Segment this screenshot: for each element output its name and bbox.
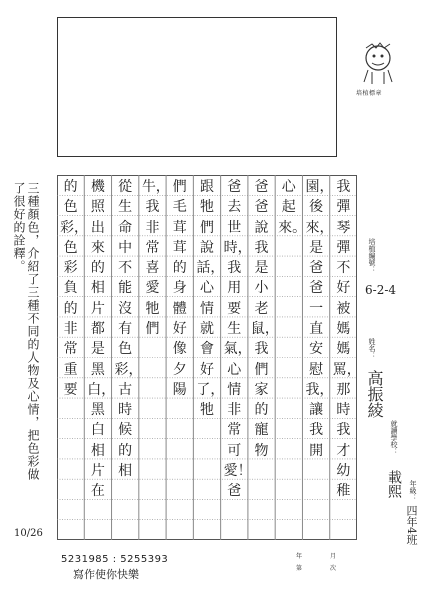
- grade-value: 四年4班: [405, 505, 418, 545]
- essay-column: 心起來。: [278, 179, 307, 236]
- teacher-comment: 三種顏色，介紹了三種不同的人物及心情，把色彩做了很好的詮釋。: [12, 182, 40, 481]
- essay-column: 跟牠們說話，心情就會好了，牠: [196, 179, 225, 419]
- footer-phone-numbers: 5231985 : 5255393: [61, 554, 169, 565]
- essay-column: 爸去世時，我用要生氣，心情非常可愛！爸: [223, 179, 252, 500]
- essay-column: 我彈琴彈不好被媽媽罵，那時我才幼稚: [332, 179, 361, 500]
- score-mark: 10/26: [14, 528, 43, 539]
- essay-column: 機照出來的相片都是黑白，黑白相片在: [87, 179, 116, 500]
- essay-column: 牛，我非常喜愛牠們: [141, 179, 170, 337]
- grade-label: 年級：: [409, 480, 417, 501]
- mascot-stamp-icon: [358, 40, 398, 86]
- unit-label: 培植編號：: [368, 238, 376, 273]
- student-name: 高振綾: [365, 370, 384, 418]
- essay-column: 從生命中不能沒有色彩，古時候的相: [114, 179, 143, 479]
- stamp-label: 培植標章: [356, 90, 383, 97]
- essay-column: 爸爸說我是小老鼠，我們家的寵物: [250, 179, 279, 459]
- school-name: 載熙: [386, 470, 402, 498]
- footer-month-label: 月: [330, 553, 337, 560]
- comment-box: [57, 17, 337, 157]
- school-label: 就讀學校：: [390, 420, 398, 455]
- footer-year-label: 年: [296, 553, 303, 560]
- footer-slogan: 寫作使你快樂: [73, 568, 139, 581]
- essay-column: 們毛茸茸的身體好像夕陽: [172, 179, 187, 398]
- essay-column: 園，後來，是爸爸一直安慰我，讓我開: [305, 179, 334, 459]
- footer-times-label: 次: [330, 565, 337, 572]
- unit-code: 6-2-4: [365, 283, 397, 297]
- footer-page-label: 第: [296, 565, 303, 572]
- name-label: 姓名：: [368, 338, 376, 359]
- essay-column: 的色彩，色彩負的非常重要: [60, 179, 88, 398]
